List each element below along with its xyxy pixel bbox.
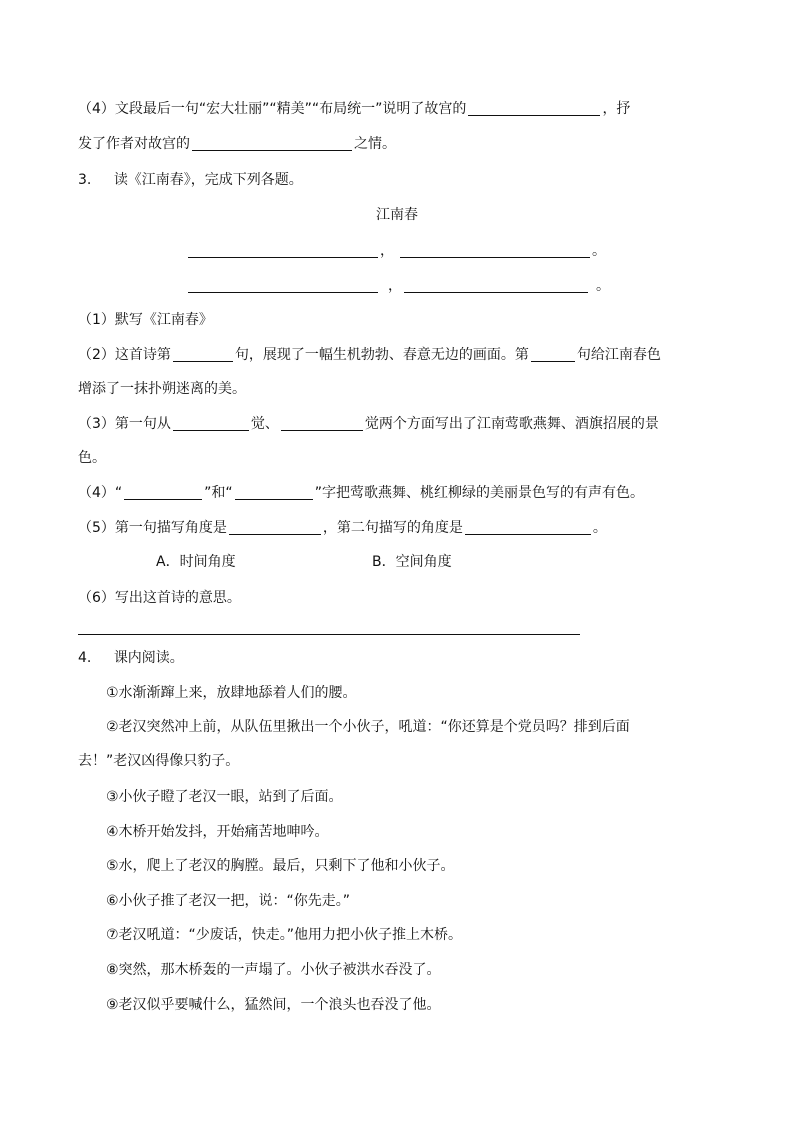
q3-stem <box>78 170 303 190</box>
poem-line-2 <box>186 276 610 296</box>
poem-comma-2: ， <box>388 278 402 294</box>
q3-4 <box>78 483 644 503</box>
q4-paragraph-6: ⑥小伙子推了老汉一把，说：“你先走。” <box>106 893 351 909</box>
q3-2-text-b: 句，展现了一幅生机勃勃、春意无边的画面。第 <box>234 347 529 363</box>
poem-period-2: 。 <box>596 278 610 294</box>
q3-2-text-c: 句给江南春色 <box>576 347 661 363</box>
q3-3-text-b: 觉、 <box>250 416 279 432</box>
poem-period-1: 。 <box>592 243 606 259</box>
q4-paragraph-5: ⑤水，爬上了老汉的胸膛。最后，只剩下了他和小伙子。 <box>106 858 455 874</box>
q2-4-blank-1[interactable] <box>468 101 600 116</box>
q2-4-text-d: 之情。 <box>354 136 396 152</box>
q3-4-blank-1[interactable] <box>124 485 202 500</box>
q3-1: （1）默写《江南春》 <box>78 312 213 328</box>
q3-2-line1 <box>78 345 661 365</box>
q3-5-text-c: 。 <box>592 520 607 536</box>
q3-2-blank-1[interactable] <box>173 347 233 362</box>
poem-blank-1[interactable] <box>188 243 378 258</box>
q3-4-text-c: ”字把莺歌燕舞、桃红柳绿的美丽景色写的有声有色。 <box>314 485 644 501</box>
q3-4-text-a: （4）“ <box>78 485 123 501</box>
q3-2-line2: 增添了一抹扑朔迷离的美。 <box>78 381 246 397</box>
q4-stem <box>78 648 184 668</box>
q2-4-text-b: ，抒 <box>602 101 631 117</box>
option-a[interactable]: A．时间角度 <box>156 554 236 570</box>
q3-5-text-b: ，第二句描写的角度是 <box>322 520 463 536</box>
q2-4-text-a: （4）文段最后一句“宏大壮丽”“精美”“布局统一”说明了故宫的 <box>78 101 467 117</box>
q3-3-blank-2[interactable] <box>281 416 363 431</box>
q2-4-line2 <box>78 134 396 154</box>
q3-2-blank-2[interactable] <box>531 347 575 362</box>
poem-line-1 <box>186 241 606 261</box>
q3-3-line2: 色。 <box>78 450 106 466</box>
q3-5-blank-1[interactable] <box>229 520 321 535</box>
poem-blank-3[interactable] <box>188 278 378 293</box>
q3-3-line1 <box>78 414 659 434</box>
poem-blank-2[interactable] <box>400 243 590 258</box>
q4-number: 4. <box>78 650 92 666</box>
q2-4-blank-2[interactable] <box>192 136 352 151</box>
q4-stem-text: 课内阅读。 <box>113 650 184 666</box>
q3-5-blank-2[interactable] <box>465 520 591 535</box>
q4-paragraph-4: ④木桥开始发抖，开始痛苦地呻吟。 <box>106 824 329 840</box>
q4-paragraph-8: ⑧突然，那木桥轰的一声塌了。小伙子被洪水吞没了。 <box>106 962 441 978</box>
q3-stem-text: 读《江南春》，完成下列各题。 <box>113 172 303 188</box>
poem-comma-1: ， <box>380 243 394 259</box>
q3-2-text-a: （2）这首诗第 <box>78 347 171 363</box>
q4-paragraph-7: ⑦老汉吼道：“少废话，快走。”他用力把小伙子推上木桥。 <box>106 927 463 943</box>
q3-5-text-a: （5）第一句描写角度是 <box>78 520 227 536</box>
q3-number: 3. <box>78 172 92 188</box>
poem-title: 江南春 <box>376 207 418 223</box>
q3-3-blank-1[interactable] <box>173 416 249 431</box>
poem-blank-4[interactable] <box>404 278 588 293</box>
q3-6: （6）写出这首诗的意思。 <box>78 590 241 606</box>
q3-3-text-a: （3）第一句从 <box>78 416 171 432</box>
q4-paragraph-2-line1: ②老汉突然冲上前，从队伍里揪出一个小伙子，吼道：“你还算是个党员吗？排到后面 <box>106 719 630 735</box>
q2-4-text-c: 发了作者对故宫的 <box>78 136 190 152</box>
q2-4-line1 <box>78 99 630 119</box>
q3-5 <box>78 518 607 538</box>
q3-4-blank-2[interactable] <box>235 485 313 500</box>
q3-4-text-b: ”和“ <box>204 485 233 501</box>
option-b[interactable]: B．空间角度 <box>372 554 452 570</box>
q3-3-text-c: 觉两个方面写出了江南莺歌燕舞、酒旗招展的景 <box>364 416 659 432</box>
q4-paragraph-1: ①水渐渐蹿上来，放肆地舔着人们的腰。 <box>106 685 357 701</box>
q4-paragraph-2-line2: 去！”老汉凶得像只豹子。 <box>78 753 240 769</box>
q4-paragraph-9: ⑨老汉似乎要喊什么，猛然间，一个浪头也吞没了他。 <box>106 997 441 1013</box>
q3-6-answer-line[interactable] <box>78 634 580 635</box>
q4-paragraph-3: ③小伙子瞪了老汉一眼，站到了后面。 <box>106 789 343 805</box>
